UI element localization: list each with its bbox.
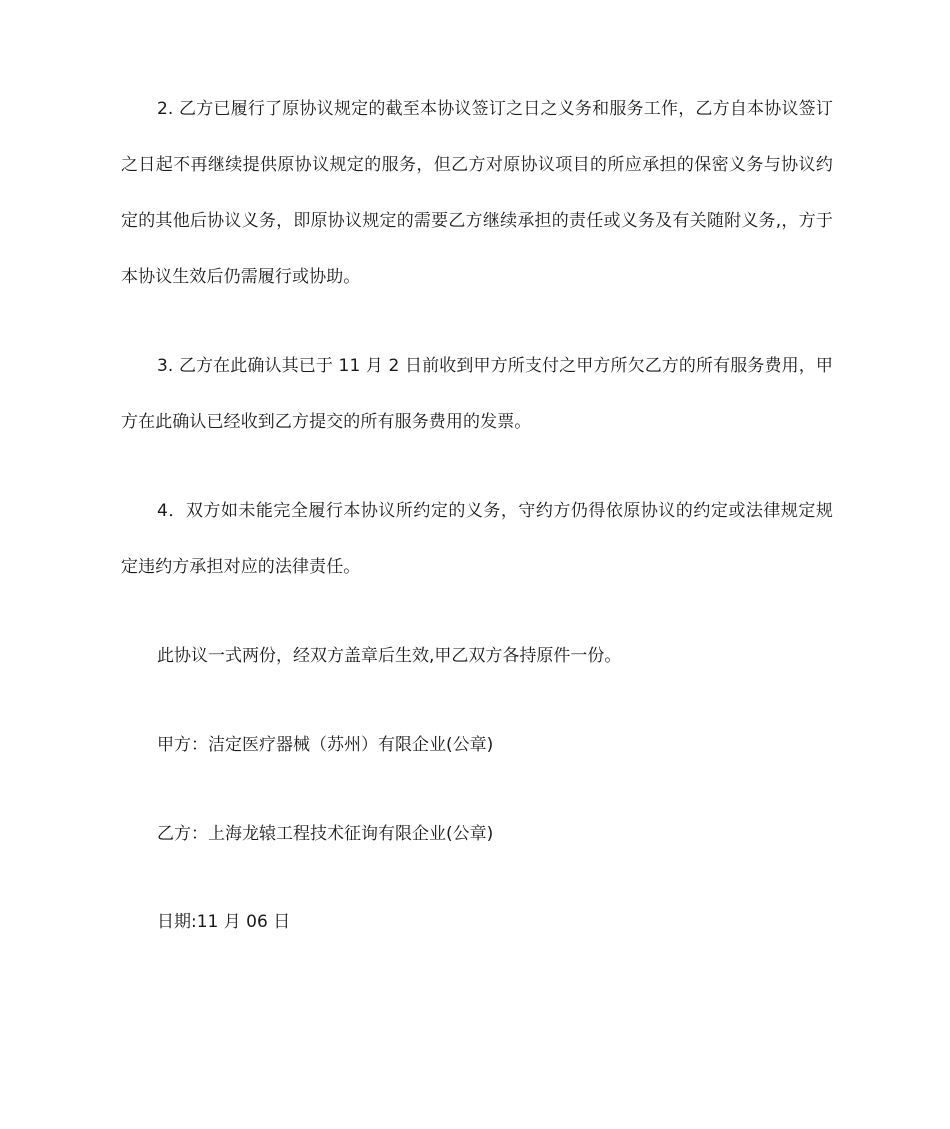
copies-statement: 此协议一式两份，经双方盖章后生效,甲乙双方各持原件一份。 xyxy=(157,646,622,666)
clause-4-paragraph: 4．双方如未能完全履行本协议所约定的义务，守约方仍得依原协议的约定或法律规定规定违约方承担对应的法律责任。 xyxy=(121,501,833,577)
party-b-signature-line: 乙方：上海龙辕工程技术征询有限企业(公章) xyxy=(157,824,494,844)
date-line: 日期:11 月 06 日 xyxy=(157,912,291,932)
party-a-signature-line: 甲方：洁定医疗器械（苏州）有限企业(公章) xyxy=(157,735,494,755)
clause-3-paragraph: 3. 乙方在此确认其已于 11 月 2 日前收到甲方所支付之甲方所欠乙方的所有服务费用，甲方在此确认已经收到乙方提交的所有服务费用的发票。 xyxy=(121,356,833,432)
clause-2-paragraph: 2. 乙方已履行了原协议规定的截至本协议签订之日之义务和服务工作，乙方自本协议签订之日起不再继续提供原协议规定的服务，但乙方对原协议项目的所应承担的保密义务与协议约定的其他后协议义务，即原协议规定的需要乙方继续承担的责任或义务及有关随附义务,，方于本协议生效后仍需履行或协助。 xyxy=(121,99,833,287)
